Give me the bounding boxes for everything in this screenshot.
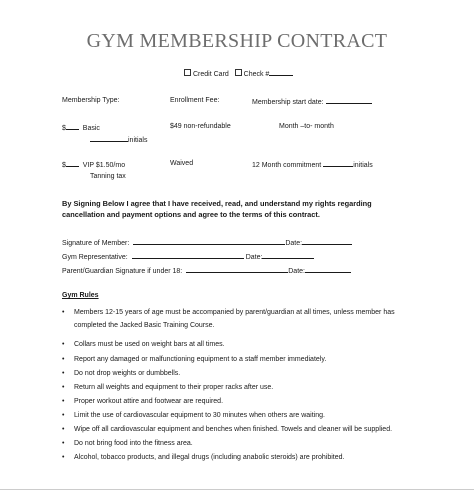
- agreement-line-1: By Signing Below I agree that I have received, read, and understand my rights regarding: [62, 199, 372, 208]
- basic-dollar: $: [62, 125, 66, 132]
- parent-signature-row: [62, 265, 351, 276]
- basic-term: Month –to- month: [279, 123, 334, 130]
- credit-card-label: Credit Card: [193, 71, 229, 78]
- vip-commitment-label: 12 Month commitment: [252, 162, 322, 169]
- basic-option: [62, 122, 100, 133]
- bullet-icon: •: [62, 440, 65, 447]
- credit-card-checkbox[interactable]: [184, 69, 191, 76]
- rule-item: • Wipe off all cardiovascular equipment and benches when finished. Towels and cleaner will be supplied.: [62, 426, 393, 433]
- check-number-line[interactable]: [269, 68, 293, 76]
- rep-signature-label: Gym Representative:: [62, 254, 128, 261]
- bullet-icon: •: [62, 309, 65, 316]
- parent-date-line[interactable]: [305, 265, 351, 273]
- rule-item: • Return all weights and equipment to their proper racks after use.: [62, 384, 274, 391]
- rule-item: • Proper workout attire and footwear are required.: [62, 398, 224, 405]
- basic-initials-line[interactable]: [90, 134, 128, 142]
- agreement-line-2: cancellation and payment options and agree to the terms of this contract.: [62, 210, 320, 219]
- rule-item: • Collars must be used on weight bars at all times.: [62, 341, 225, 348]
- page-title: GYM MEMBERSHIP CONTRACT: [86, 30, 388, 52]
- rule-item: • Members 12-15 years of age must be accompanied by parent/guardian at all times, unless member has: [62, 309, 395, 316]
- basic-amount-line[interactable]: [66, 122, 79, 130]
- rep-date-label: Date:: [245, 254, 263, 261]
- vip-option: [62, 159, 125, 170]
- basic-fee: $49 non-refundable: [170, 123, 231, 130]
- member-signature-row: [62, 237, 352, 248]
- rep-signature-line[interactable]: [132, 251, 244, 259]
- bullet-icon: •: [62, 341, 65, 348]
- rule-item: • Do not drop weights or dumbbells.: [62, 370, 181, 377]
- bullet-icon: •: [62, 412, 65, 419]
- bullet-icon: •: [62, 398, 65, 405]
- bullet-icon: •: [62, 426, 65, 433]
- basic-label: Basic: [82, 125, 100, 132]
- rule-item: • Do not bring food into the fitness area.: [62, 440, 193, 447]
- page-bottom-border: [0, 489, 474, 490]
- bullet-icon: •: [62, 454, 65, 461]
- vip-label: VIP $1.50/mo: [82, 162, 126, 169]
- enrollment-fee-label: Enrollment Fee:: [170, 97, 220, 104]
- member-date-label: Date:: [285, 240, 303, 247]
- check-label: Check #: [243, 71, 270, 78]
- tanning-tax: Tanning tax: [90, 173, 126, 180]
- check-checkbox[interactable]: [235, 69, 242, 76]
- member-signature-line[interactable]: [133, 237, 285, 245]
- vip-initials-label: initials: [353, 162, 373, 169]
- rule-item: • Report any damaged or malfunctioning equipment to a staff member immediately.: [62, 356, 327, 363]
- member-date-line[interactable]: [302, 237, 352, 245]
- rule-item-continuation: completed the Jacked Basic Training Course.: [74, 322, 215, 329]
- member-signature-label: Signature of Member:: [62, 240, 130, 247]
- vip-initials-line[interactable]: [323, 159, 353, 167]
- start-date-text: Membership start date:: [252, 99, 324, 106]
- rep-signature-row: [62, 251, 314, 262]
- bullet-icon: •: [62, 370, 65, 377]
- vip-amount-line[interactable]: [66, 159, 79, 167]
- rep-date-line[interactable]: [262, 251, 314, 259]
- payment-options: [184, 68, 293, 79]
- parent-signature-line[interactable]: [186, 265, 288, 273]
- rules-title: Gym Rules: [62, 292, 99, 299]
- vip-fee: Waived: [170, 160, 194, 167]
- bullet-icon: •: [62, 356, 65, 363]
- rule-item: • Alcohol, tobacco products, and illegal drugs (including anabolic steroids) are prohibited.: [62, 454, 345, 461]
- membership-type-label: Membership Type:: [62, 97, 120, 104]
- vip-term: [252, 159, 373, 170]
- vip-dollar: $: [62, 162, 66, 169]
- basic-initials: [90, 134, 147, 145]
- basic-initials-label: initials: [128, 137, 148, 144]
- parent-signature-label: Parent/Guardian Signature if under 18:: [62, 268, 183, 275]
- start-date-line[interactable]: [326, 96, 372, 104]
- parent-date-label: Date:: [288, 268, 305, 275]
- start-date-label: [252, 96, 372, 107]
- rule-item: • Limit the use of cardiovascular equipment to 30 minutes when others are waiting.: [62, 412, 325, 419]
- bullet-icon: •: [62, 384, 65, 391]
